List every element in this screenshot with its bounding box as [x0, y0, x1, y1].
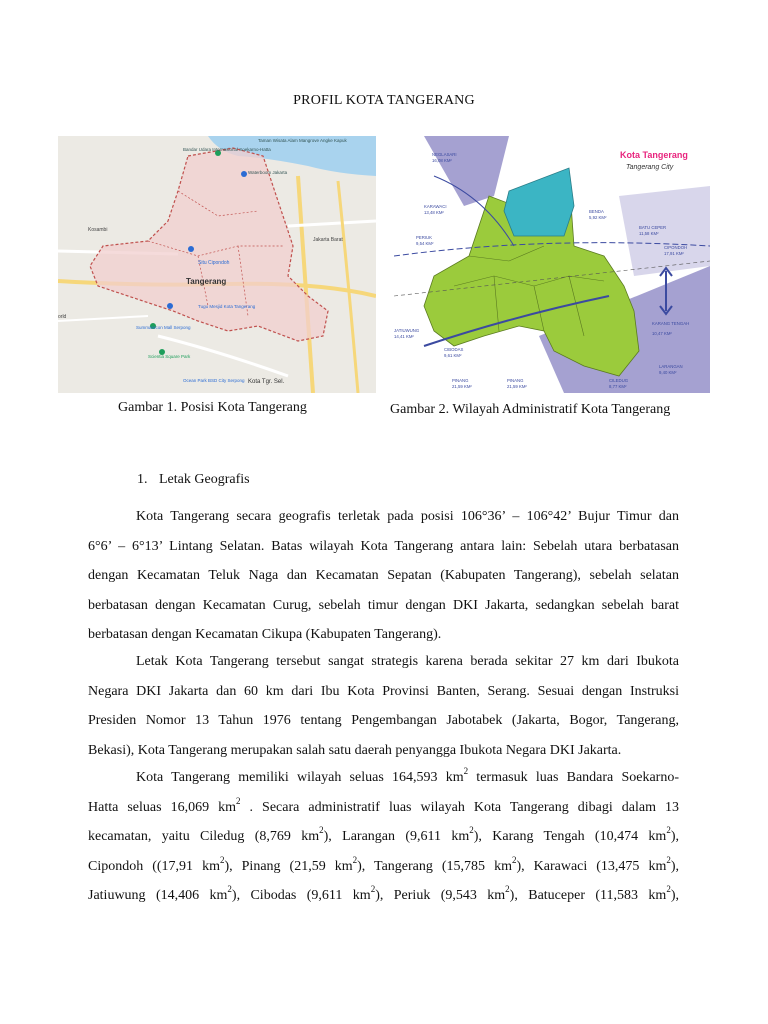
map-label-tugu: Tugu Mesjid Kota Tangerang — [198, 304, 256, 309]
district-name-11: LARANGAN — [659, 364, 683, 369]
paragraph-line: Letak Kota Tangerang tersebut sangat strategis karena berada sekitar 27 km dari Ibukota — [136, 654, 679, 669]
superscript: 2 — [370, 884, 376, 895]
paragraph-line — [88, 852, 679, 882]
district-name-1: KARAWACI — [424, 204, 447, 209]
map-label-scientia: Scientia Square Park — [148, 354, 191, 359]
map-label-bandara: Bandar Udara Internasional Soekarno-Hatta — [183, 147, 271, 152]
district-name-7: BENDA — [589, 209, 604, 214]
superscript: 2 — [352, 854, 358, 865]
text-run: ), — [670, 829, 679, 844]
district-area-11: 9,40 KM² — [659, 370, 677, 375]
map-label-world: orld — [58, 314, 67, 320]
text-run: Jatiuwung (14,406 km — [88, 888, 228, 903]
text-run: Cipondoh ((17,91 km — [88, 858, 220, 874]
paragraph-3 — [88, 763, 679, 911]
paragraph-line: berbatasan dengan Kecamatan Cikupa (Kabupaten Tangerang). — [88, 627, 442, 642]
paragraph-line — [88, 763, 679, 793]
paragraph-line: dengan Kecamatan Teluk Naga dan Kecamatan Sepatan (Kabupaten Tangerang), sebelah selatan — [88, 568, 679, 583]
map-label-situ: Situ Cipondoh — [198, 260, 230, 266]
superscript: 2 — [666, 854, 671, 865]
map-label-summarecon: Summarecon Mall Serpong — [136, 325, 191, 330]
superscript: 2 — [511, 854, 517, 865]
district-area-6: 21,59 KM² — [507, 384, 527, 389]
district-area-0: 16,08 KM² — [432, 158, 452, 163]
superscript: 2 — [666, 884, 671, 895]
text-run: Hatta seluas 16,069 km — [88, 799, 236, 815]
text-run: ), Periuk (9,543 km — [375, 888, 506, 903]
district-name-3: JATIUWUNG — [394, 328, 420, 333]
map-label-jakbar: Jakarta Barat — [313, 237, 343, 243]
text-run: kecamatan, yaitu Ciledug (8,769 km — [88, 829, 320, 844]
section-number: 1. — [137, 472, 148, 487]
superscript: 2 — [319, 825, 324, 836]
administrative-map — [394, 136, 710, 393]
paragraph-line: Bekasi), Kota Tangerang merupakan salah satu daerah penyangga Ibukota Negara DKI Jakarta. — [88, 742, 622, 758]
text-run: ), Karang Tengah (10,474 km — [473, 829, 667, 844]
paragraph-line — [88, 822, 679, 852]
paragraph-line: Kota Tangerang secara geografis terletak pada posisi 106°36’ – 106°42’ Bujur Timur dan — [136, 509, 679, 524]
paragraph-line: Presiden Nomor 13 Tahun 1976 tentang Pengembangan Jabotabek (Jakarta, Bogor, Tangerang, — [88, 713, 679, 728]
superscript: 2 — [219, 854, 225, 865]
district-name-0: NEGLASARI — [432, 152, 457, 157]
map-label-taman: Taman Wisata Alam Mangrove Angke Kapuk — [258, 138, 347, 143]
paragraph-line — [88, 793, 679, 823]
district-area-7: 5,92 KM² — [589, 215, 607, 220]
text-run: ), Karawaci (13,475 km — [516, 858, 667, 874]
superscript: 2 — [666, 825, 671, 836]
district-name-10: KARANG TENGAH — [652, 321, 690, 326]
text-run: ), Cibodas (9,611 km — [231, 888, 371, 903]
text-run: ), Pinang (21,59 km — [224, 858, 353, 874]
superscript: 2 — [469, 825, 474, 836]
district-area-2: 9,54 KM² — [416, 241, 434, 246]
position-map — [58, 136, 376, 393]
map-label-ocean: Ocean Park BSD City Serpong — [183, 378, 245, 383]
text-run: ), — [670, 858, 680, 874]
district-area-5: 21,59 KM² — [452, 384, 472, 389]
admin-map-brand: Kota Tangerang — [620, 150, 688, 160]
text-run: ), Batuceper (11,583 km — [509, 888, 667, 903]
district-area-4: 9,61 KM² — [444, 353, 462, 358]
paragraph-line: 6°6’ – 6°13’ Lintang Selatan. Batas wilayah Kota Tangerang antara lain: Sebelah utara berbatasan — [88, 538, 679, 554]
text-run: . Secara administratif luas wilayah Kota Tangerang dibagi dalam 13 — [240, 799, 680, 815]
paragraph-line — [88, 881, 679, 911]
paragraph-line: berbatasan dengan Kecamatan Curug, sebelah timur dengan DKI Jakarta, sedangkan sebelah barat — [88, 597, 679, 613]
text-run: ), Larangan (9,611 km — [323, 829, 470, 844]
district-name-12: CILEDUG — [609, 378, 629, 383]
page-title: PROFIL KOTA TANGERANG — [293, 93, 475, 108]
map-label-kosambi: Kosambi — [88, 227, 108, 233]
district-area-12: 8,77 KM² — [609, 384, 627, 389]
map-label-waterboom: Waterboom Jakarta — [248, 170, 288, 175]
district-name-2: PERIUK — [416, 235, 432, 240]
district-area-10: 10,47 KM² — [652, 331, 672, 336]
district-area-3: 14,41 KM² — [394, 334, 414, 339]
administrative-map-figure — [394, 136, 710, 393]
paragraph-2 — [88, 647, 679, 765]
district-area-9: 17,91 KM² — [664, 251, 684, 256]
text-run: ), — [670, 888, 679, 903]
figure1-caption: Gambar 1. Posisi Kota Tangerang — [118, 400, 307, 415]
superscript: 2 — [505, 884, 510, 895]
figure2-caption: Gambar 2. Wilayah Administratif Kota Tangerang — [390, 402, 671, 417]
district-name-6: PINANG — [507, 378, 524, 383]
position-map-figure — [58, 136, 376, 393]
section-title: Letak Geografis — [159, 472, 250, 487]
district-name-5: PINANG — [452, 378, 469, 383]
paragraph-line: Negara DKI Jakarta dan 60 km dari Ibu Kota Provinsi Banten, Serang. Sesuai dengan Instruksi — [88, 683, 679, 699]
section-heading — [137, 472, 250, 488]
district-area-1: 13,48 KM² — [424, 210, 444, 215]
map-label-city: Tangerang — [186, 277, 227, 286]
text-run: ), Tangerang (15,785 km — [357, 858, 512, 874]
superscript: 2 — [463, 766, 469, 777]
admin-map-brand-sub: Tangerang City — [626, 164, 674, 171]
district-area-8: 11,58 KM² — [639, 231, 659, 236]
district-name-8: BATU CEPER — [639, 225, 667, 230]
text-run: Kota Tangerang memiliki wilayah seluas 164,593 km — [136, 770, 464, 785]
superscript: 2 — [227, 884, 232, 895]
text-run: termasuk luas Bandara Soekarno- — [468, 770, 679, 785]
superscript: 2 — [236, 795, 241, 806]
map-label-tgrsel: Kota Tgr. Sel. — [248, 379, 285, 385]
district-name-4: CIBODAS — [444, 347, 464, 352]
district-name-9: CIPONDOH — [664, 245, 688, 250]
paragraph-1 — [88, 502, 679, 650]
